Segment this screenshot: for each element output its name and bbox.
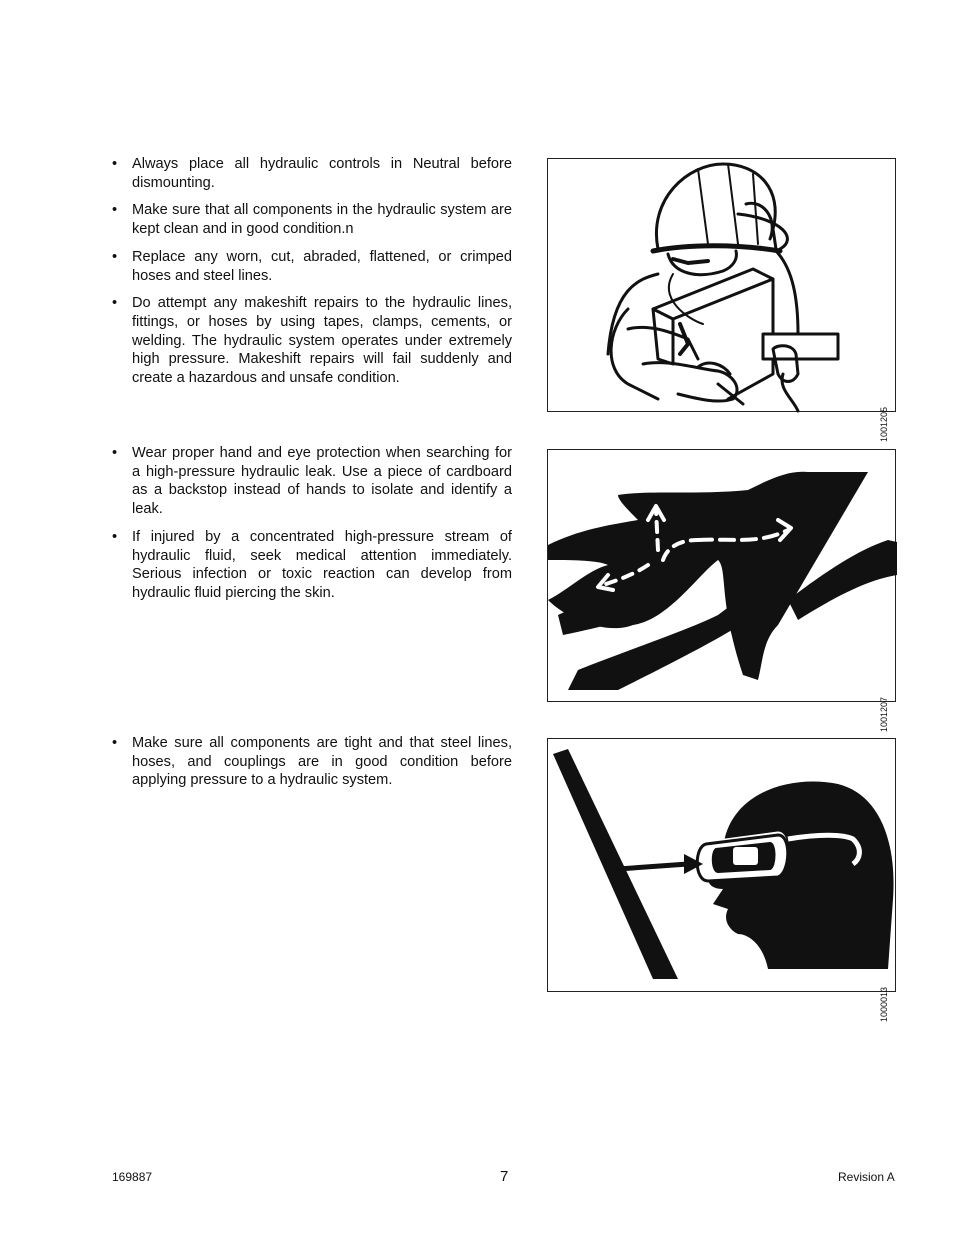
section-pressure-check [110, 734, 512, 799]
safety-glasses-figure [547, 738, 896, 1023]
section-hydraulic-maintenance [110, 155, 512, 397]
worker-hose-figure [547, 158, 896, 443]
safety-glasses-icon [548, 739, 897, 993]
worker-hose-icon [548, 159, 897, 413]
bullet-item: • Always place all hydraulic controls in Neutral before dismounting. [110, 155, 512, 192]
bullet-item: • Wear proper hand and eye protection when searching for a high-pressure hydraulic leak. Use a piece of cardboard as a backstop instead of hands to isolate and identify a leak. [110, 444, 512, 519]
revision-label: Revision A [838, 1170, 895, 1184]
bullet-item: • If injured by a concentrated high-pressure stream of hydraulic fluid, seek medical attention immediately. Serious infection or toxic reaction can develop from hydraulic fluid piercing the skin. [110, 528, 512, 603]
section-leak-protection [110, 444, 512, 612]
bullet-item: • Make sure all components are tight and that steel lines, hoses, and couplings are in good condition before applying pressure to a hydraulic system. [110, 734, 512, 790]
hand-leak-figure [547, 449, 896, 733]
hand-leak-icon [548, 450, 897, 703]
bullet-item: • Do attempt any makeshift repairs to the hydraulic lines, fittings, or hoses by using tapes, clamps, cements, or welding. The hydraulic system operates under extremely high pressure. Makeshift repairs will fail suddenly and create a hazardous and unsafe condition. [110, 294, 512, 388]
bullet-list [110, 155, 512, 388]
bullet-item: • Replace any worn, cut, abraded, flattened, or crimped hoses and steel lines. [110, 248, 512, 285]
bullet-item: • Make sure that all components in the hydraulic system are kept clean and in good condition.n [110, 201, 512, 238]
bullet-list [110, 444, 512, 603]
bullet-list [110, 734, 512, 790]
page-number: 7 [500, 1168, 509, 1185]
figure-id: 1001205 [879, 407, 889, 443]
figure-id: 1001207 [879, 697, 889, 733]
figure-id: 1000013 [879, 987, 889, 1023]
doc-number: 169887 [112, 1170, 153, 1184]
